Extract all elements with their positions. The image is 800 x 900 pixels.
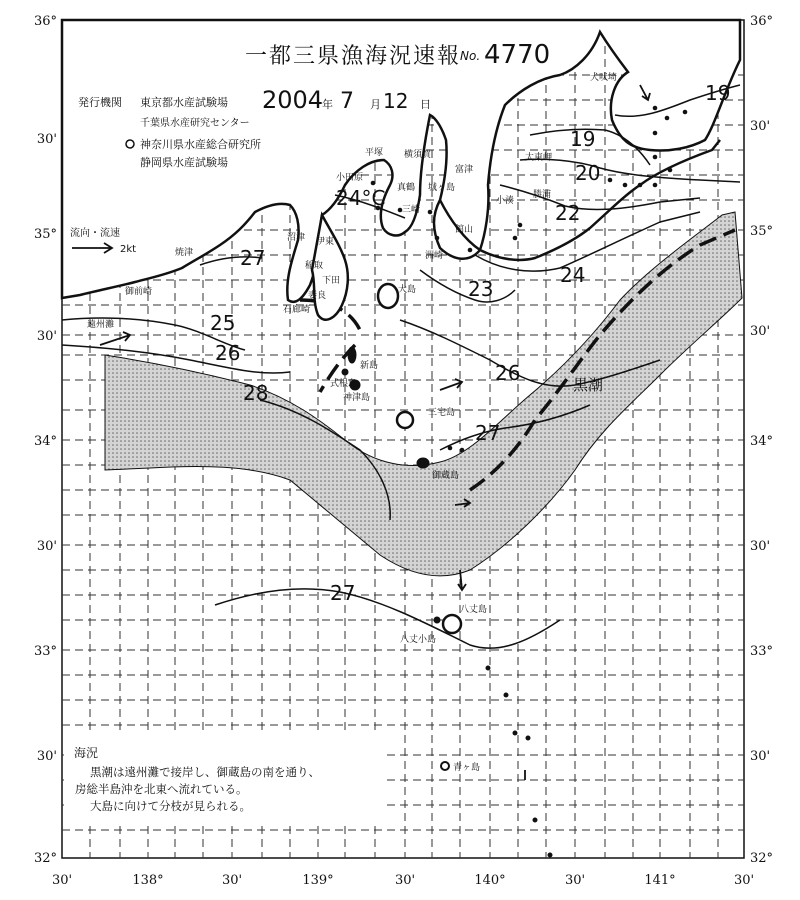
- lat-label-right-35: 35°: [750, 224, 774, 239]
- mikurajima-island: [417, 458, 429, 468]
- lat-label-right-3330: 30': [750, 539, 771, 554]
- lat-label-left-33: 33°: [33, 644, 57, 659]
- lat-label-left-3430: 30': [36, 329, 57, 344]
- issue-number: 4770: [484, 40, 551, 70]
- miyakejima-island: [397, 412, 413, 428]
- label-inubozaki: 犬吠埼: [590, 73, 618, 83]
- label-shimoda: 下田: [322, 276, 341, 286]
- label-miyakejima: 三宅島: [428, 408, 456, 418]
- lat-label-right-3230: 30': [750, 749, 771, 764]
- label-hiratsuka: 平塚: [365, 148, 384, 158]
- isotherm-label-22: 22: [555, 201, 581, 225]
- publisher-label: 発行機関: [78, 96, 122, 109]
- label-suzaki: 洲崎: [425, 251, 444, 261]
- isotherm-label-24: 24: [560, 263, 586, 287]
- isotherm-label-25: 25: [210, 311, 236, 335]
- publisher-shizuoka: 静岡県水産試験場: [140, 156, 228, 169]
- label-niijima: 新島: [360, 361, 379, 371]
- lon-label-139: 139°: [302, 873, 334, 888]
- label-kuroshio: 黒潮: [573, 376, 604, 394]
- lat-label-left-35: 35°: [33, 227, 57, 242]
- lon-label-140: 140°: [474, 873, 506, 888]
- lat-label-left-3530: 30': [36, 132, 57, 147]
- lon-label-141: 141°: [644, 873, 676, 888]
- isotherm-label-23: 23: [468, 277, 494, 301]
- lon-label-138: 138°: [132, 873, 164, 888]
- label-futtsu: 富津: [455, 165, 474, 175]
- label-jogashima: 城ヶ島: [428, 183, 456, 193]
- label-odawara: 小田原: [336, 173, 364, 183]
- label-oshima: 大島: [398, 285, 417, 295]
- isotherm-label-27c: 27: [330, 581, 356, 605]
- label-mikurajima: 御蔵島: [432, 471, 460, 481]
- isotherm-label-28: 28: [243, 381, 269, 405]
- lon-label-13830: 30': [221, 873, 243, 888]
- notes-line-1: 黒潮は遠州灘で接岸し、御蔵島の南を通り、: [90, 765, 320, 779]
- label-omaezaki: 御前崎: [125, 287, 153, 297]
- lat-label-right-36: 36°: [750, 14, 774, 29]
- lat-label-left-3330: 30': [36, 539, 57, 554]
- label-hachijojima: 八丈島: [460, 605, 488, 615]
- date-month-suffix: 月: [370, 98, 381, 111]
- label-yaizu: 焼津: [175, 248, 194, 258]
- label-yokosuka: 横須賀: [404, 150, 432, 160]
- lat-label-left-36: 36°: [33, 14, 57, 29]
- isotherm-label-27a: 27: [240, 246, 266, 270]
- issue-prefix: No.: [460, 49, 481, 63]
- date-year: 2004: [262, 86, 324, 114]
- isotherm-label-26a: 26: [215, 341, 241, 365]
- lat-label-left-34: 34°: [33, 434, 57, 449]
- isotherm-label-27b: 27: [475, 421, 501, 445]
- lat-label-right-33: 33°: [750, 644, 774, 659]
- lat-label-left-3230: 30': [36, 749, 57, 764]
- label-manazuru: 真鶴: [397, 183, 416, 193]
- lon-label-14130: 30': [733, 873, 755, 888]
- label-inatori: 稲取: [305, 261, 324, 271]
- label-irozaki: 石廊崎: [283, 305, 311, 315]
- notes-heading: 海況: [74, 746, 99, 760]
- hachijo-kojima-island: [434, 617, 440, 623]
- label-kozushima: 神津島: [343, 393, 371, 403]
- date-year-suffix: 年: [322, 98, 333, 111]
- aogashima-island: [441, 762, 449, 770]
- lat-label-left-32: 32°: [33, 851, 57, 866]
- label-enshunada: 遠州灘: [87, 320, 115, 330]
- publisher-tokyo: 東京都水産試験場: [140, 96, 228, 109]
- oshima-island: [378, 284, 398, 308]
- shikinejima-island: [342, 369, 348, 375]
- label-ito: 伊東: [316, 237, 335, 247]
- publisher-kanagawa: 神奈川県水産総合研究所: [140, 138, 261, 151]
- label-kominato: 小湊: [496, 196, 515, 206]
- date-day-suffix: 日: [420, 98, 431, 111]
- label-hachijo-kojima: 八丈小島: [400, 635, 437, 645]
- label-tateyama: 館山: [455, 225, 474, 235]
- label-shikinejima: 式根島: [330, 379, 358, 389]
- lat-label-right-34: 34°: [750, 434, 774, 449]
- flow-legend-label: 流向・流速: [70, 228, 120, 239]
- isotherm-label-19b: 19: [570, 127, 596, 151]
- label-numazu: 沼津: [287, 233, 306, 243]
- publisher-chiba: 千葉県水産研究センター: [140, 118, 250, 129]
- label-taitozaki: 太東岬: [525, 153, 553, 163]
- isotherm-label-24c: 24°C: [336, 186, 386, 210]
- notes-box: [64, 735, 384, 825]
- label-mera: 妻良: [308, 291, 327, 301]
- lon-label-13730: 30': [51, 873, 73, 888]
- isotherm-label-20: 20: [575, 161, 601, 185]
- label-miura: 三崎: [402, 205, 421, 215]
- isotherm-label-26b: 26: [495, 361, 521, 385]
- hachijojima-island: [443, 615, 461, 633]
- date-day: 12: [383, 89, 409, 113]
- lat-label-right-3530: 30': [750, 119, 771, 134]
- date-month: 7: [340, 89, 354, 114]
- isotherm-label-19a: 19: [705, 81, 731, 105]
- flow-legend-speed: 2kt: [120, 244, 137, 255]
- lon-label-14030: 30': [564, 873, 586, 888]
- notes-line-2: 房総半島沖を北東へ流れている。: [75, 782, 248, 796]
- report-title: 一都三県漁海況速報: [245, 44, 462, 69]
- label-aogashima: 青ヶ島: [453, 763, 481, 773]
- niijima-island: [348, 347, 356, 363]
- lon-label-13930: 30': [394, 873, 416, 888]
- lat-label-right-32: 32°: [750, 851, 774, 866]
- notes-line-3: 大島に向けて分枝が見られる。: [90, 799, 251, 813]
- label-katsuura: 勝浦: [533, 190, 552, 200]
- lat-label-right-3430: 30': [750, 324, 771, 339]
